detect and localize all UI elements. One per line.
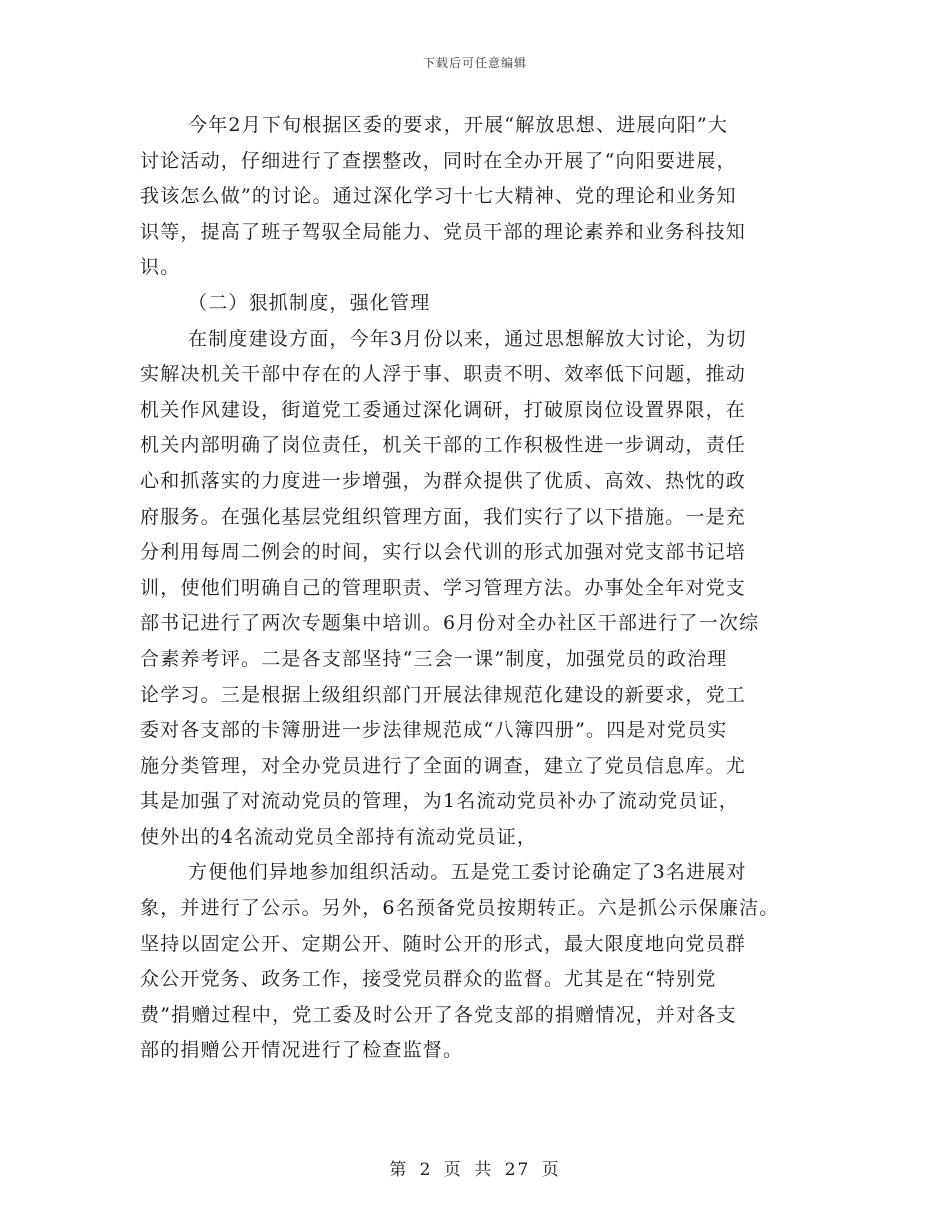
total-page-count: 27 — [504, 1160, 531, 1180]
page-footer — [0, 1155, 950, 1180]
paragraph-1 — [140, 108, 830, 286]
header-note: 下载后可任意编辑 — [422, 56, 527, 70]
text-line: 使外出的4名流动党员全部持有流动党员证， — [140, 825, 538, 848]
text-line: 实解决机关干部中存在的人浮于事、职责不明、效率低下问题，推动 — [140, 363, 747, 386]
current-page-number: 2 — [419, 1160, 433, 1180]
paragraph-3 — [140, 855, 830, 1069]
text-line: 今年2月下旬根据区委的要求，开展“解放思想、进展向阳”大 — [188, 114, 729, 136]
text-line: 众公开党务、政务工作，接受党员群众的监督。尤其是在“特别党 — [140, 968, 717, 991]
text-line: 讨论活动，仔细进行了查摆整改，同时在全办开展了“向阳要进展， — [140, 149, 737, 172]
text-line: 象，并进行了公示。另外，6名预备党员按期转正。六是抓公示保廉洁。 — [140, 897, 780, 920]
text-line: 其是加强了对流动党员的管理，为1名流动党员补办了流动党员证， — [140, 790, 740, 813]
text-line: 机关内部明确了岗位责任，机关干部的工作积极性进一步调动，责任 — [140, 434, 747, 457]
footer-di: 第 — [389, 1160, 409, 1180]
text-line: 部书记进行了两次专题集中培训。6月份对全办社区干部进行了一次综 — [140, 612, 760, 635]
text-line: 合素养考评。二是各支部坚持“三会一课”制度，加强党员的政治理 — [140, 647, 728, 670]
text-line: 府服务。在强化基层党组织管理方面，我们实行了以下措施。一是充 — [140, 505, 747, 528]
footer-ye: 页 — [443, 1160, 463, 1180]
text-line: 方便他们异地参加组织活动。五是党工委讨论确定了3名进展对 — [188, 861, 747, 884]
text-line: 识等，提高了班子驾驭全局能力、党员干部的理论素养和业务科技知 — [140, 220, 747, 243]
text-line: 心和抓落实的力度进一步增强，为群众提供了优质、高效、热忱的政 — [140, 469, 747, 492]
body-text — [140, 108, 830, 1069]
footer-ye: 页 — [541, 1160, 561, 1180]
text-line: 施分类管理，对全办党员进行了全面的调查，建立了党员信息库。尤 — [140, 754, 747, 777]
text-line: 机关作风建设，街道党工委通过深化调研，打破原岗位设置界限，在 — [140, 398, 747, 421]
text-line: 我该怎么做”的讨论。通过深化学习十七大精神、党的理论和业务知 — [140, 185, 737, 208]
text-line: 识。 — [140, 256, 181, 279]
text-line: 坚持以固定公开、定期公开、随时公开的形式，最大限度地向党员群 — [140, 932, 747, 955]
text-line: 训，使他们明确自己的管理职责、学习管理方法。办事处全年对党支 — [140, 576, 747, 599]
section-heading-text: （二）狠抓制度，强化管理 — [188, 291, 431, 314]
text-line: 在制度建设方面，今年3月份以来，通过思想解放大讨论，为切 — [188, 327, 747, 350]
paragraph-2 — [140, 322, 830, 856]
text-line: 部的捐赠公开情况进行了检查监督。 — [140, 1039, 464, 1062]
text-line: 费”捐赠过程中，党工委及时公开了各党支部的捐赠情况，并对各支 — [140, 1003, 737, 1026]
section-heading — [140, 286, 830, 322]
text-line: 分利用每周二例会的时间，实行以会代训的形式加强对党支部书记培 — [140, 541, 747, 564]
text-line: 论学习。三是根据上级组织部门开展法律规范化建设的新要求，党工 — [140, 683, 747, 706]
text-line: 委对各支部的卡簿册进一步法律规范成“八簿四册”。四是对党员实 — [140, 719, 728, 742]
footer-gong: 共 — [474, 1160, 494, 1180]
